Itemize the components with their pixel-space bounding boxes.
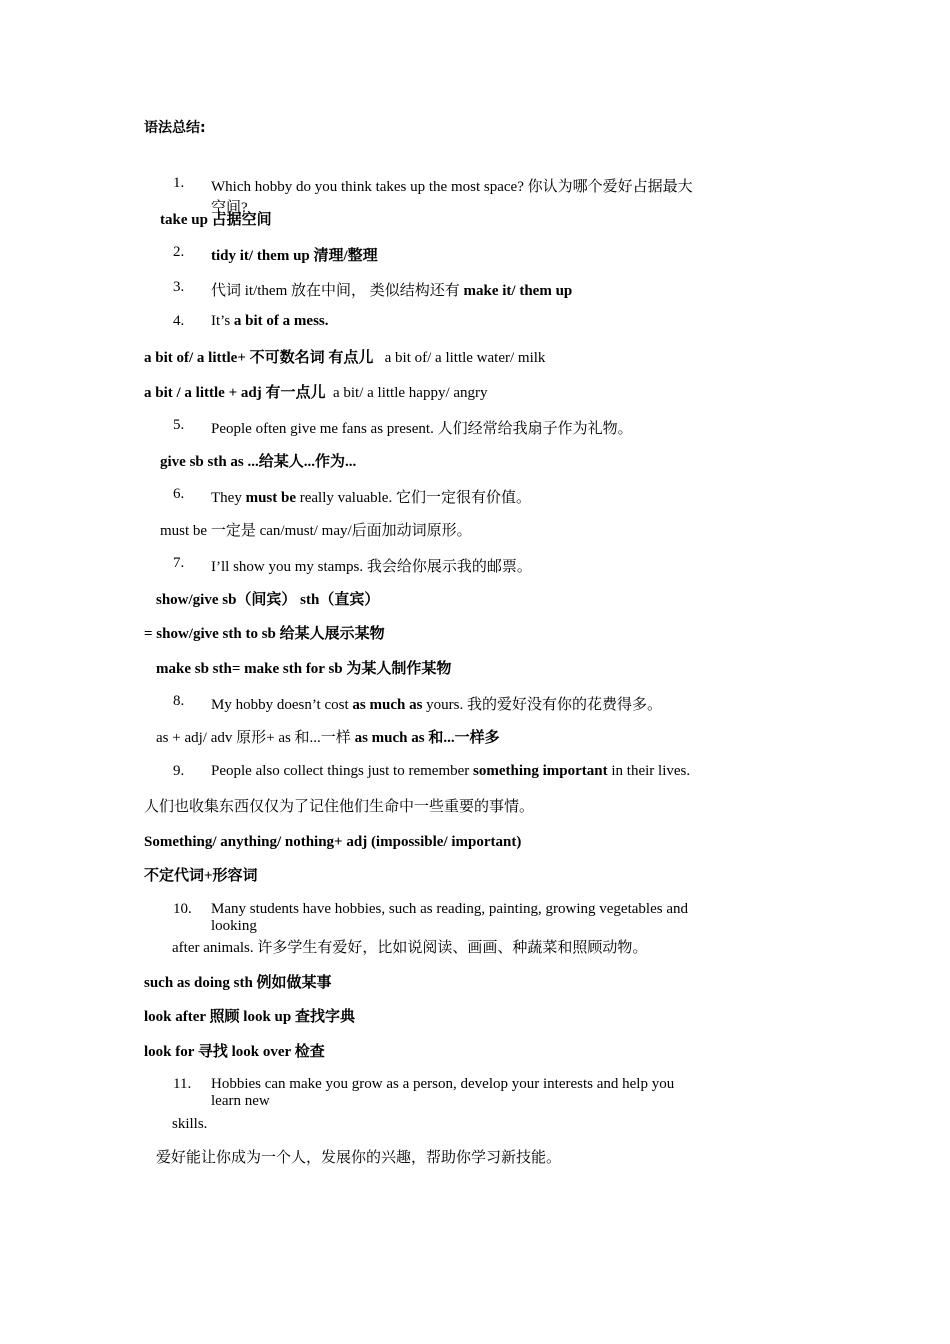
list-item <box>0 763 700 783</box>
item-number: 10. <box>173 901 192 917</box>
item-text: yours. 我的爱好没有你的花费得多。 <box>422 697 662 713</box>
item-text: I’ll show you my stamps. 我会给你展示我的邮票。 <box>211 559 532 575</box>
item-number: 9. <box>173 763 185 779</box>
note-a-bit-of <box>144 348 545 368</box>
list-item <box>0 693 700 713</box>
item-text: People also collect things just to remember <box>211 763 474 779</box>
note-take-up: take up 占据空间 <box>160 212 272 228</box>
list-item <box>0 244 700 264</box>
note-regular: as + adj/ adv 原形+ as 和...一样 <box>156 730 355 746</box>
note-must-be: must be 一定是 can/must/ may/后面加动词原形。 <box>160 523 472 539</box>
note-show-give-to: = show/give sth to sb 给某人展示某物 <box>144 626 385 642</box>
list-item <box>0 486 700 506</box>
item-number: 1. <box>173 175 185 191</box>
item-text: My hobby doesn’t cost <box>211 697 353 713</box>
item-text: in their lives. <box>607 763 691 779</box>
item-text: Many students have hobbies, such as reading, painting, growing vegetables and looking <box>211 901 688 934</box>
item-text: They <box>211 490 246 506</box>
item-text-continued: skills. <box>172 1116 208 1132</box>
page-title: 语法总结: <box>144 120 206 136</box>
list-item <box>0 1076 700 1109</box>
item-text: Hobbies can make you grow as a person, develop your interests and help you learn new <box>211 1076 675 1109</box>
item-text-continued: after animals. 许多学生有爱好，比如说阅读、画画、种蔬菜和照顾动物。 <box>172 940 648 956</box>
note-indefinite-pronoun: 不定代词+形容词 <box>144 868 258 884</box>
note-bold: a bit / a little + adj 有一点儿 <box>144 385 326 401</box>
item-text-bold: must be <box>245 490 296 506</box>
list-item <box>0 313 700 333</box>
item-text: 代词 it/them 放在中间， 类似结构还有 <box>211 283 464 299</box>
note-bold: as much as 和...一样多 <box>354 730 500 746</box>
item-number: 5. <box>173 417 185 433</box>
item-text: really valuable. 它们一定很有价值。 <box>296 490 531 506</box>
note-something: Something/ anything/ nothing+ adj (impossible/ important) <box>144 834 522 850</box>
list-item <box>0 417 700 437</box>
item-text-bold: something important <box>473 763 608 779</box>
note-make-sb: make sb sth= make sth for sb 为某人制作某物 <box>156 661 452 677</box>
item-number: 3. <box>173 279 185 295</box>
item-number: 11. <box>173 1076 192 1092</box>
item-number: 7. <box>173 555 185 571</box>
list-item <box>0 175 700 216</box>
item-text: Which hobby do you think takes up the most space? 你认为哪个爱好占据最大空间? <box>211 179 693 216</box>
item-number: 8. <box>173 693 185 709</box>
list-item <box>0 555 700 575</box>
list-item <box>0 279 700 299</box>
item-text: tidy it/ them up 清理/整理 <box>211 248 378 264</box>
note-regular: a bit of/ a little water/ milk <box>384 350 546 366</box>
note-regular: a bit/ a little happy/ angry <box>332 385 488 401</box>
note-show-give: show/give sb（间宾） sth（直宾） <box>156 592 380 608</box>
item-text-bold: make it/ them up <box>463 283 573 299</box>
item-text-bold: as much as <box>352 697 423 713</box>
item-number: 4. <box>173 313 185 329</box>
item-text: It’s <box>211 313 234 329</box>
item-text: People often give me fans as present. 人们经常给我扇子作为礼物。 <box>211 421 633 437</box>
note-look-for: look for 寻找 look over 检查 <box>144 1044 325 1060</box>
note-as-adj <box>156 728 500 748</box>
list-item <box>0 901 700 934</box>
note-a-bit <box>144 383 488 403</box>
note-bold: a bit of/ a little+ 不可数名词 有点儿 <box>144 350 374 366</box>
note-give-sb: give sb sth as ...给某人...作为... <box>160 454 357 470</box>
note-such-as: such as doing sth 例如做某事 <box>144 975 332 991</box>
item-text-bold: a bit of a mess. <box>233 313 329 329</box>
item-number: 2. <box>173 244 185 260</box>
note-item11-translation: 爱好能让你成为一个人，发展你的兴趣，帮助你学习新技能。 <box>156 1150 562 1166</box>
note-item9-translation: 人们也收集东西仅仅为了记住他们生命中一些重要的事情。 <box>144 799 535 815</box>
note-look-after: look after 照顾 look up 查找字典 <box>144 1009 355 1025</box>
item-number: 6. <box>173 486 185 502</box>
